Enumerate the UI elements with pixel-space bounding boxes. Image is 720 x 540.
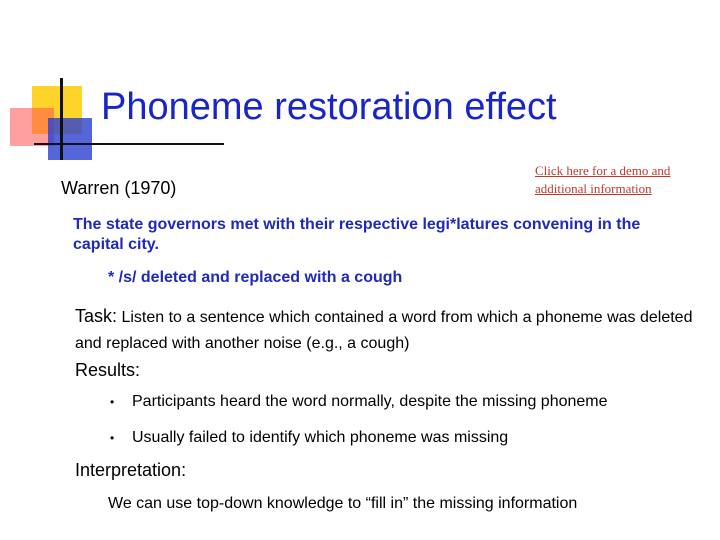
author-citation: Warren (1970) — [61, 178, 177, 198]
title-decoration-blue-square — [48, 118, 92, 160]
bullet-icon: • — [110, 394, 115, 409]
result-text: Usually failed to identify which phoneme was missing — [132, 429, 509, 446]
title-decoration-vertical-line — [60, 78, 63, 160]
interpretation-heading: Interpretation: — [75, 460, 187, 480]
deletion-note: * /s/ deleted and replaced with a cough — [108, 269, 403, 286]
example-sentence: The state governors met with their respective legi*latures convening in the capital city. — [73, 216, 641, 253]
task-text: Listen to a sentence which contained a word from which a phoneme was deleted and replaced with another noise (e.g., a cough) — [75, 309, 693, 352]
title-decoration-horizontal-line — [34, 143, 224, 145]
list-item — [110, 393, 710, 413]
task-description — [75, 303, 695, 357]
task-label: Task: — [75, 306, 118, 326]
results-heading: Results: — [75, 360, 141, 380]
result-text: Participants heard the word normally, despite the missing phoneme — [132, 393, 608, 410]
bullet-icon: • — [110, 430, 115, 445]
slide-title: Phoneme restoration effect — [101, 86, 557, 128]
results-list — [110, 393, 710, 449]
demo-link[interactable]: Click here for a demo and additional information — [535, 163, 671, 196]
list-item — [110, 429, 710, 449]
interpretation-text: We can use top-down knowledge to “fill in” the missing information — [108, 495, 578, 512]
